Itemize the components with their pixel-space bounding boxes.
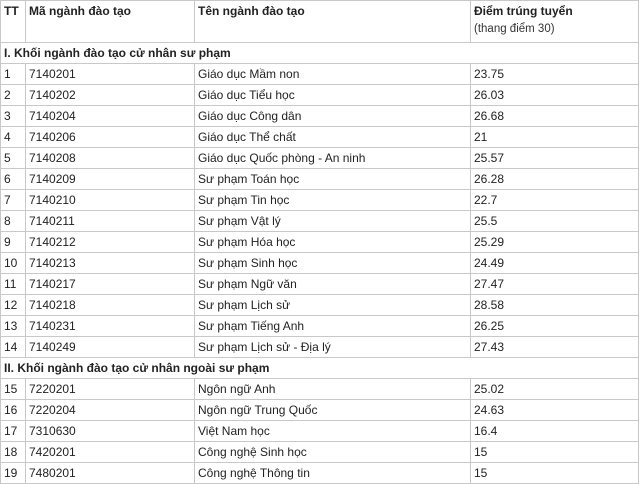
table-body [1,43,639,484]
cell-score: 26.25 [471,316,639,337]
header-code: Mã ngành đào tạo [26,1,195,43]
cell-score: 15 [471,463,639,484]
cell-score: 24.63 [471,400,639,421]
cell-code: 7310630 [26,421,195,442]
cell-name: Sư phạm Lịch sử - Địa lý [195,337,471,358]
cell-score: 16.4 [471,421,639,442]
cell-code: 7140210 [26,190,195,211]
header-row [1,1,639,43]
table-row [1,148,639,169]
table-row [1,463,639,484]
table-row [1,127,639,148]
cell-score: 25.29 [471,232,639,253]
table-row [1,85,639,106]
table-row [1,253,639,274]
header-score-label: Điểm trúng tuyển [474,4,573,18]
cell-code: 7140206 [26,127,195,148]
cell-code: 7140208 [26,148,195,169]
cell-code: 7140231 [26,316,195,337]
table-row [1,337,639,358]
cell-code: 7140249 [26,337,195,358]
cell-name: Sư phạm Ngữ văn [195,274,471,295]
header-tt: TT [1,1,26,43]
cell-tt: 7 [1,190,26,211]
cell-name: Sư phạm Tin học [195,190,471,211]
cell-name: Giáo dục Mầm non [195,64,471,85]
cell-score: 25.5 [471,211,639,232]
cell-code: 7220201 [26,379,195,400]
cell-name: Sư phạm Sinh học [195,253,471,274]
cell-code: 7420201 [26,442,195,463]
section-row [1,43,639,64]
cell-code: 7140211 [26,211,195,232]
cell-score: 24.49 [471,253,639,274]
cell-tt: 5 [1,148,26,169]
cell-name: Giáo dục Quốc phòng - An ninh [195,148,471,169]
cell-tt: 18 [1,442,26,463]
cell-score: 26.28 [471,169,639,190]
cell-tt: 1 [1,64,26,85]
cell-name: Giáo dục Tiểu học [195,85,471,106]
table-row [1,106,639,127]
header-score-note: (thang điểm 30) [474,23,555,35]
cell-code: 7140204 [26,106,195,127]
cell-code: 7140218 [26,295,195,316]
cell-tt: 15 [1,379,26,400]
cell-name: Việt Nam học [195,421,471,442]
cell-score: 27.43 [471,337,639,358]
cell-name: Giáo dục Công dân [195,106,471,127]
cell-name: Sư phạm Lịch sử [195,295,471,316]
table-row [1,295,639,316]
cell-name: Ngôn ngữ Trung Quốc [195,400,471,421]
cell-name: Sư phạm Hóa học [195,232,471,253]
table-row [1,232,639,253]
cell-code: 7140212 [26,232,195,253]
cell-tt: 4 [1,127,26,148]
section-title: I. Khối ngành đào tạo cử nhân sư phạm [1,43,639,64]
cell-name: Sư phạm Vật lý [195,211,471,232]
cell-code: 7480201 [26,463,195,484]
table-row [1,316,639,337]
cell-score: 23.75 [471,64,639,85]
table-row [1,400,639,421]
table-row [1,442,639,463]
cell-name: Giáo dục Thể chất [195,127,471,148]
cell-tt: 6 [1,169,26,190]
table-row [1,379,639,400]
cell-score: 25.02 [471,379,639,400]
cell-tt: 8 [1,211,26,232]
cell-tt: 12 [1,295,26,316]
cell-tt: 10 [1,253,26,274]
table-row [1,190,639,211]
header-score [471,1,639,43]
cell-tt: 9 [1,232,26,253]
cell-tt: 3 [1,106,26,127]
cell-code: 7140201 [26,64,195,85]
cell-score: 25.57 [471,148,639,169]
cell-name: Công nghệ Thông tin [195,463,471,484]
cell-code: 7140213 [26,253,195,274]
table-row [1,211,639,232]
cell-score: 15 [471,442,639,463]
section-title: II. Khối ngành đào tạo cử nhân ngoài sư phạm [1,358,639,379]
cell-name: Công nghệ Sinh học [195,442,471,463]
cell-score: 28.58 [471,295,639,316]
cell-code: 7140202 [26,85,195,106]
cell-tt: 14 [1,337,26,358]
table-row [1,421,639,442]
table-row [1,64,639,85]
section-row [1,358,639,379]
cell-score: 26.68 [471,106,639,127]
cell-tt: 2 [1,85,26,106]
cell-score: 22.7 [471,190,639,211]
cell-code: 7140217 [26,274,195,295]
cell-tt: 17 [1,421,26,442]
cell-score: 26.03 [471,85,639,106]
cell-score: 27.47 [471,274,639,295]
cell-tt: 16 [1,400,26,421]
cell-code: 7220204 [26,400,195,421]
table-row [1,274,639,295]
table-row [1,169,639,190]
cell-score: 21 [471,127,639,148]
cell-tt: 13 [1,316,26,337]
cell-name: Sư phạm Toán học [195,169,471,190]
cell-name: Ngôn ngữ Anh [195,379,471,400]
cell-tt: 19 [1,463,26,484]
header-name: Tên ngành đào tạo [195,1,471,43]
table-header [1,1,639,43]
cell-name: Sư phạm Tiếng Anh [195,316,471,337]
cell-tt: 11 [1,274,26,295]
cell-code: 7140209 [26,169,195,190]
